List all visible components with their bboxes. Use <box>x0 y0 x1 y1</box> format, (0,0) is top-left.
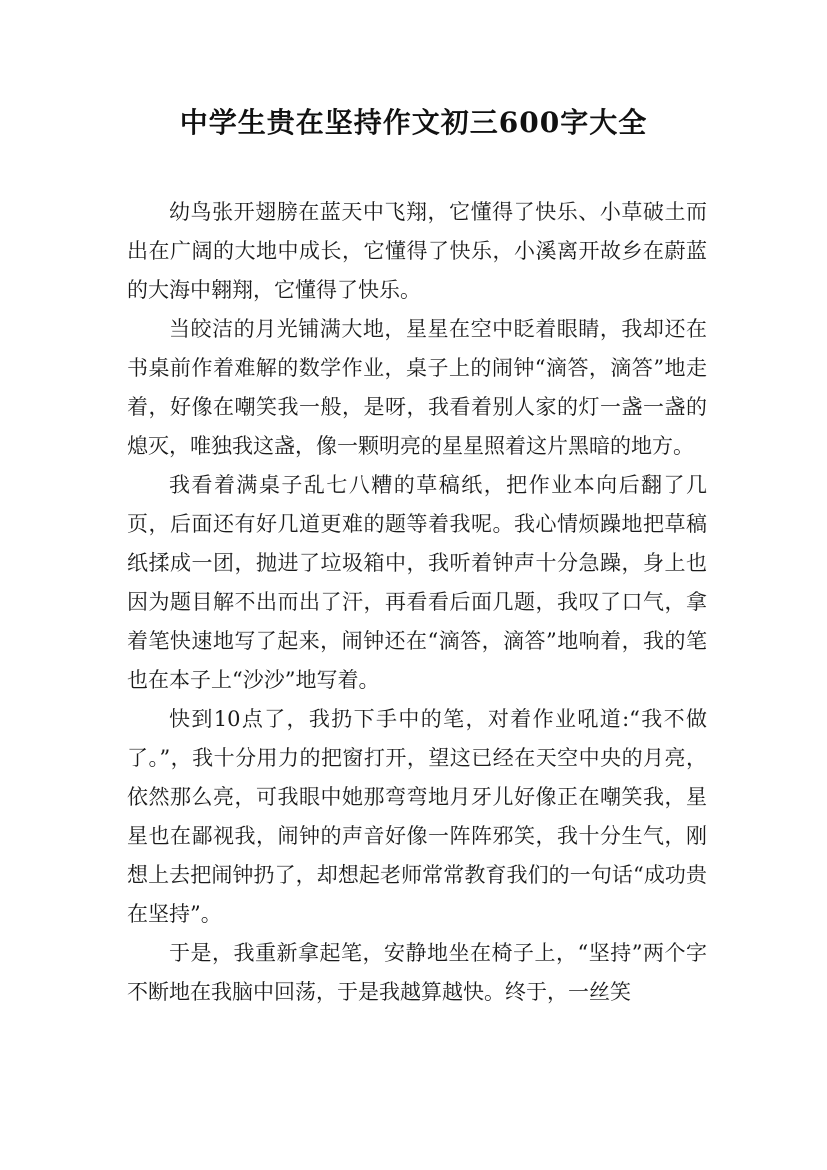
paragraph: 于是，我重新拿起笔，安静地坐在椅子上，“坚持”两个字不断地在我脑中回荡，于是我越算越快。终于，一丝笑 <box>127 941 707 1004</box>
paragraph: 快到10点了，我扔下手中的笔，对着作业吼道:“我不做了。”，我十分用力的把窗打开，望这已经在天空中央的月亮，依然那么亮，可我眼中她那弯弯地月牙儿好像正在嘲笑我，星星也在鄙视我，闹钟的声音好像一阵阵邪笑，我十分生气，刚想上去把闹钟扔了，却想起老师常常教育我们的一句话“成功贵在坚持”。 <box>127 707 707 926</box>
document-title: 中学生贵在坚持作文初三600字大全 <box>179 106 648 139</box>
paragraph: 我看着满桌子乱七八糟的草稿纸，把作业本向后翻了几页，后面还有好几道更难的题等着我呢。我心情烦躁地把草稿纸揉成一团，抛进了垃圾箱中，我听着钟声十分急躁，身上也因为题目解不出而出了汗，再看看后面几题，我叹了口气，拿着笔快速地写了起来，闹钟还在“滴答，滴答”地响着，我的笔也在本子上“沙沙”地写着。 <box>127 473 707 692</box>
paragraph: 幼鸟张开翅膀在蓝天中飞翔，它懂得了快乐、小草破土而出在广阔的大地中成长，它懂得了快乐，小溪离开故乡在蔚蓝的大海中翱翔，它懂得了快乐。 <box>127 200 707 302</box>
paragraph: 当皎洁的月光铺满大地，星星在空中眨着眼睛，我却还在书桌前作着难解的数学作业，桌子上的闹钟“滴答，滴答”地走着，好像在嘲笑我一般，是呀，我看着别人家的灯一盏一盏的熄灭，唯独我这盏，像一颗明亮的星星照着这片黑暗的地方。 <box>127 317 707 458</box>
document-body <box>127 193 707 1012</box>
